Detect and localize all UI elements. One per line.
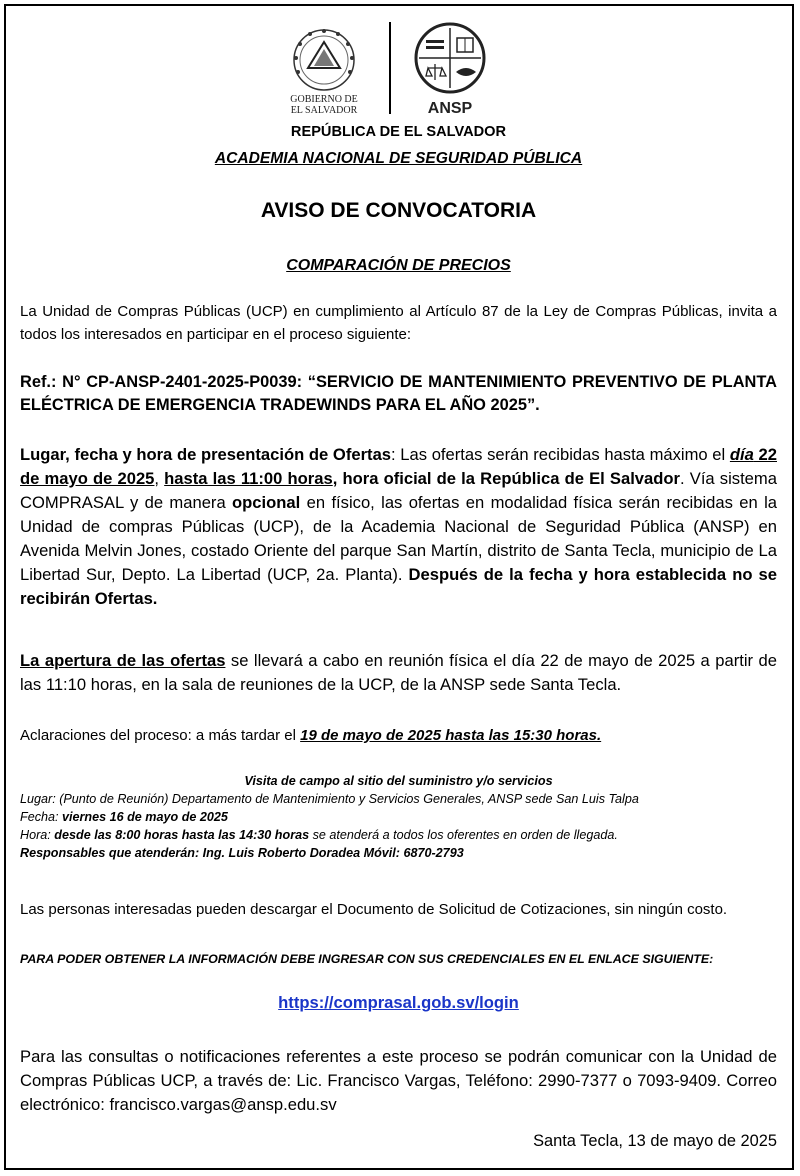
clarifications-paragraph: [20, 724, 777, 747]
ansp-emblem-icon: [406, 20, 494, 118]
offers-hour: hasta las 11:00 horas: [164, 469, 333, 488]
visit-date: [20, 808, 777, 826]
offers-date: 22 de mayo de 2025: [20, 445, 777, 488]
visit-hour-label: Hora:: [20, 828, 55, 842]
offers-closing: Después de la fecha y hora establecida no se recibirán Ofertas.: [20, 565, 777, 608]
offers-label: Lugar, fecha y hora de presentación de Ofertas: [20, 445, 392, 464]
visit-responsible: Responsables que atenderán: Ing. Luis Roberto Doradea Móvil: 6870-2793: [20, 846, 464, 860]
page-subtitle: COMPARACIÓN DE PRECIOS: [286, 257, 511, 274]
clarifications-deadline: 19 de mayo de 2025 hasta las 15:30 horas.: [300, 727, 602, 744]
page-title: AVISO DE CONVOCATORIA: [260, 199, 537, 222]
ansp-logo: [406, 20, 494, 118]
visit-hour-value: desde las 8:00 horas hasta las 14:30 horas: [54, 828, 310, 842]
coat-of-arms-icon: [276, 22, 372, 118]
visit-hour: [20, 826, 777, 844]
offers-comma: ,: [154, 469, 165, 488]
offers-paragraph: [20, 443, 777, 611]
visit-title: Visita de campo al sitio del suministro y/o servicios: [244, 774, 553, 788]
academy-heading: ACADEMIA NACIONAL DE SEGURIDAD PÚBLICA: [214, 150, 583, 167]
header-logos: [274, 20, 502, 120]
gobierno-el-salvador-logo: [276, 22, 372, 118]
signoff-date: Santa Tecla, 13 de mayo de 2025: [533, 1132, 777, 1150]
visit-date-value: viernes 16 de mayo de 2025: [62, 810, 228, 824]
svg-text:GOBIERNO DE: GOBIERNO DE: [290, 94, 358, 105]
offers-optional: opcional: [232, 493, 301, 512]
logo-divider: [389, 22, 391, 114]
opening-label: La apertura de las ofertas: [20, 651, 226, 670]
offers-text-3: en físico, las ofertas en modalidad física serán recibidas en la Unidad de compras Públicas (UCP), de la Academia Nacional de Seguridad Pública (ANSP) en Avenida Melvin Jones, costado Oriente del parque San Martín, distrito de Santa Tecla, municipio de La Libertad Sur, Depto. La Libertad (UCP, 2a. Planta).: [20, 493, 777, 584]
offers-day: día: [729, 445, 754, 464]
opening-paragraph: [20, 649, 777, 697]
svg-text:EL SALVADOR: EL SALVADOR: [290, 105, 358, 116]
visit-date-label: Fecha:: [20, 810, 62, 824]
comprasal-link[interactable]: https://comprasal.gob.sv/login: [278, 993, 519, 1012]
reference-paragraph: Ref.: N° CP-ANSP-2401-2025-P0039: “SERVICIO DE MANTENIMIENTO PREVENTIVO DE PLANTA ELÉCTRICA DE EMERGENCIA TRADEWINDS PARA EL AÑO 2025”.: [20, 373, 777, 414]
download-paragraph: Las personas interesadas pueden descargar el Documento de Solicitud de Cotizaciones, sin ningún costo.: [20, 901, 728, 918]
offers-text-2: . Vía sistema COMPRASAL y de manera: [20, 469, 777, 512]
republic-heading: REPÚBLICA DE EL SALVADOR: [290, 124, 507, 140]
contact-paragraph: Para las consultas o notificaciones referentes a este proceso se podrán comunicar con la Unidad de Compras Públicas UCP, a través de: Lic. Francisco Vargas, Teléfono: 2990-7377 o 7093-9409. Correo electrónico: francisco.vargas@ansp.edu.sv: [20, 1047, 777, 1114]
visit-place: Lugar: (Punto de Reunión) Departamento de Mantenimiento y Servicios Generales, ANSP sede San Luis Talpa: [20, 792, 639, 806]
offers-text-1: : Las ofertas serán recibidas hasta máximo el: [391, 445, 730, 464]
notice-page: [4, 4, 794, 1170]
credentials-notice: PARA PODER OBTENER LA INFORMACIÓN DEBE INGRESAR CON SUS CREDENCIALES EN EL ENLACE SIGUIENTE:: [20, 952, 714, 966]
svg-text:ANSP: ANSP: [427, 100, 473, 117]
offers-official-time: , hora oficial de la República de El Salvador: [332, 469, 680, 488]
comprasal-link-wrapper: [20, 991, 777, 1015]
intro-paragraph: La Unidad de Compras Públicas (UCP) en cumplimiento al Artículo 87 de la Ley de Compras Públicas, invita a todos los interesados en participar en el proceso siguiente:: [20, 303, 777, 343]
visit-hour-rest: se atenderá a todos los oferentes en orden de llegada.: [309, 828, 618, 842]
opening-text: se llevará a cabo en reunión física el día 22 de mayo de 2025 a partir de las 11:10 horas, en la sala de reuniones de la UCP, de la ANSP sede Santa Tecla.: [20, 651, 777, 694]
clarifications-text: Aclaraciones del proceso: a más tardar el: [20, 727, 301, 744]
